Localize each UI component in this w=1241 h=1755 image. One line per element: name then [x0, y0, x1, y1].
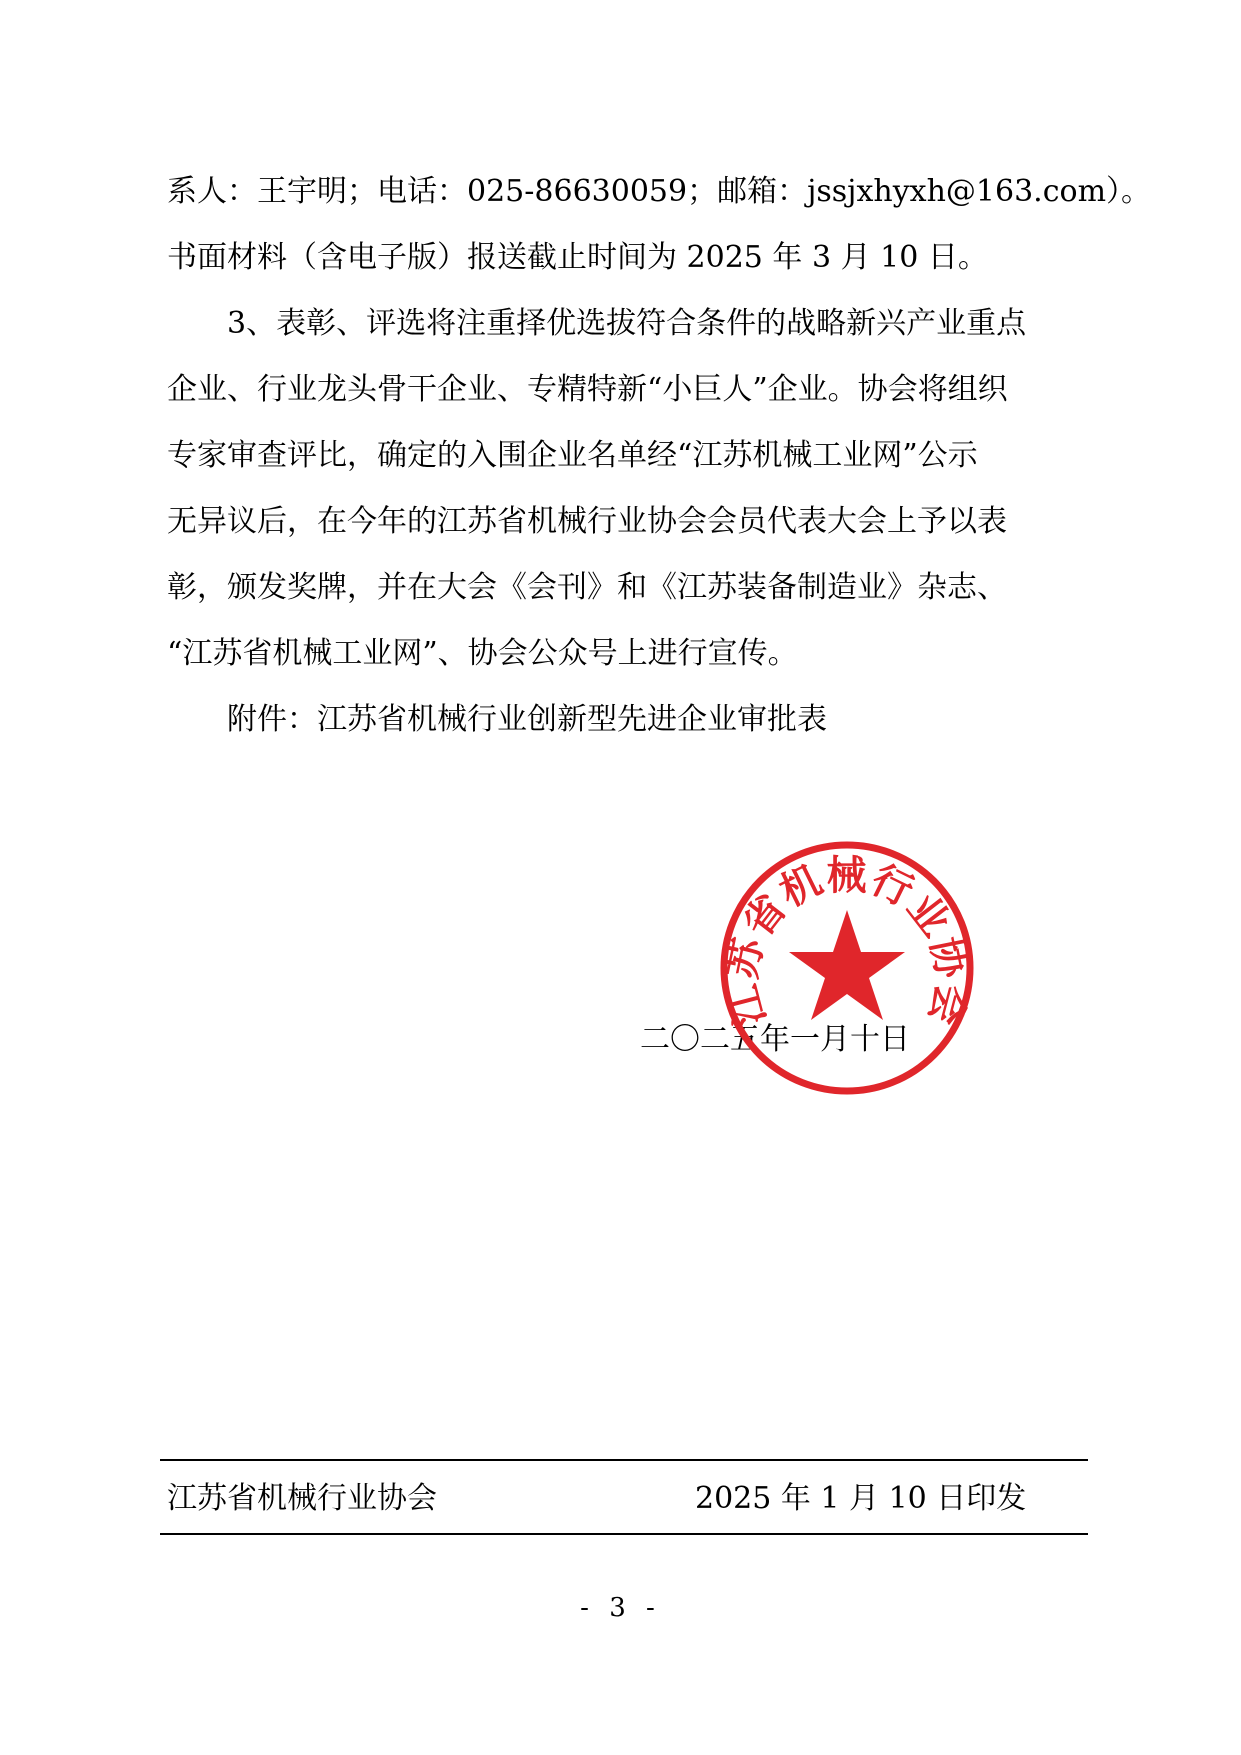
body-line-item3-cont4: 彰，颁发奖牌，并在大会《会刊》和《江苏装备制造业》杂志、: [167, 570, 1007, 605]
body-line-item3-cont2: 专家审查评比，确定的入围企业名单经“江苏机械工业网”公示: [167, 438, 978, 473]
attachment-line: 附件：江苏省机械行业创新型先进企业审批表: [227, 702, 827, 737]
footer-organization: 江苏省机械行业协会: [167, 1481, 437, 1516]
star-icon: [789, 910, 905, 1020]
svg-text:江苏省机械行业协会: 江苏省机械行业协会: [718, 851, 976, 1031]
footer-issue-date: 2025 年 1 月 10 日印发: [695, 1481, 1027, 1516]
body-line-item3-cont5: “江苏省机械工业网”、协会公众号上进行宣传。: [167, 636, 798, 671]
body-line-item3-cont1: 企业、行业龙头骨干企业、专精特新“小巨人”企业。协会将组织: [167, 372, 1008, 407]
body-line-contact: 系人：王宇明；电话：025-86630059；邮箱：jssjxhyxh@163.com）。: [167, 174, 1152, 209]
body-line-deadline: 书面材料（含电子版）报送截止时间为 2025 年 3 月 10 日。: [167, 240, 988, 275]
signature-date: 二〇二五年一月十日: [640, 1022, 910, 1057]
body-line-item3-cont3: 无异议后，在今年的江苏省机械行业协会会员代表大会上予以表: [167, 504, 1007, 539]
footer-top-rule: [160, 1459, 1088, 1461]
footer-bottom-rule: [160, 1533, 1088, 1535]
page-number: - 3 -: [580, 1593, 661, 1623]
body-line-item3: 3、表彰、评选将注重择优选拔符合条件的战略新兴产业重点: [227, 306, 1027, 341]
official-seal: [717, 838, 977, 1098]
